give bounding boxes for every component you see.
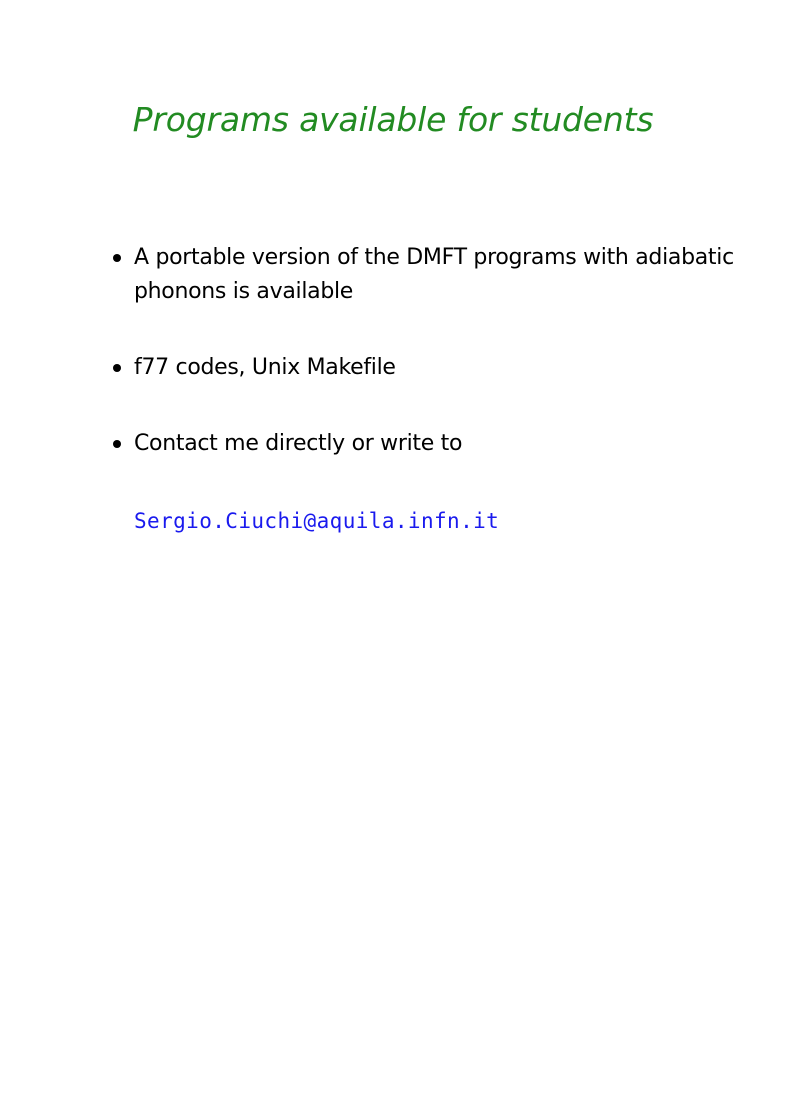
bullet-text: f77 codes, Unix Makefile	[134, 355, 396, 380]
bullet-item	[108, 427, 748, 461]
contact-email-link[interactable]: Sergio.Ciuchi@aquila.infn.it	[134, 509, 500, 533]
bullet-item	[108, 241, 748, 309]
bullet-list	[108, 241, 748, 461]
bullet-point-icon	[113, 440, 121, 448]
bullet-text: A portable version of the DMFT programs with adiabatic phonons is available	[134, 245, 734, 304]
slide-title: Programs available for students	[132, 100, 654, 139]
bullet-point-icon	[113, 254, 121, 262]
bullet-point-icon	[113, 364, 121, 372]
bullet-item	[108, 351, 748, 385]
bullet-text: Contact me directly or write to	[134, 431, 463, 456]
